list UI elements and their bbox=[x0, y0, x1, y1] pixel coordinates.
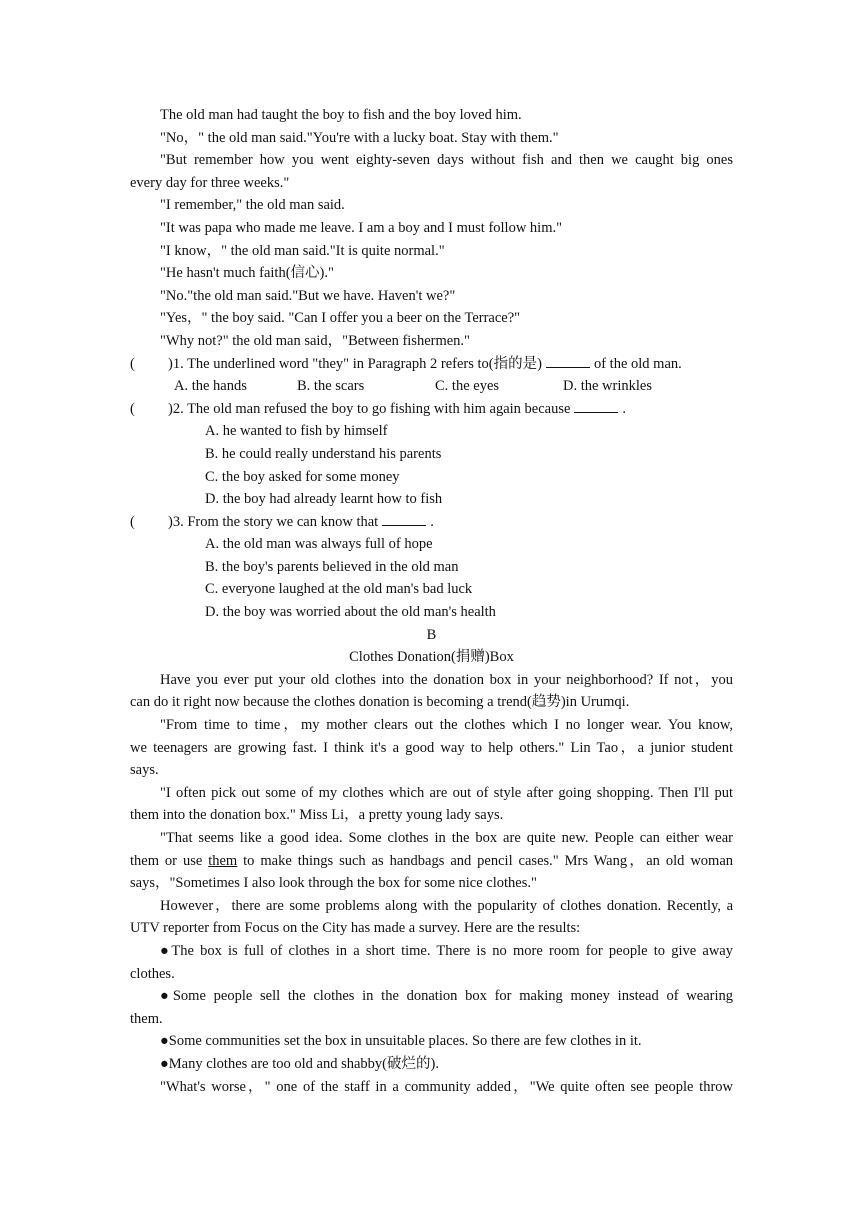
option-a: A. he wanted to fish by himself bbox=[205, 423, 388, 440]
passage-b-line: However，there are some problems along with the popularity of clothes donation. Recently, a bbox=[160, 897, 733, 914]
line-text: them or use bbox=[130, 852, 203, 869]
question-3 bbox=[130, 511, 733, 534]
option-a: A. the hands bbox=[174, 378, 247, 395]
passage-b-line: them into the donation box." Miss Li，a pretty young lady says. bbox=[130, 807, 504, 824]
option-d: D. the boy was worried about the old man's health bbox=[205, 604, 496, 621]
option-c: C. everyone laughed at the old man's bad luck bbox=[205, 581, 473, 598]
question-1-stem: )1. The underlined word "they" in Paragraph 2 refers to(指的是) bbox=[168, 355, 542, 372]
passage-b-line: says，"Sometimes I also look through the box for some nice clothes." bbox=[130, 875, 537, 892]
passage-a-line: "He hasn't much faith(信心)." bbox=[160, 265, 334, 282]
line-text: to make things such as handbags and pencil cases." Mrs Wang，an old woman bbox=[243, 852, 733, 869]
question-1-tail: of the old man. bbox=[593, 355, 682, 372]
passage-a-line: "It was papa who made me leave. I am a boy and I must follow him." bbox=[160, 219, 563, 236]
underlined-word: them bbox=[208, 852, 238, 869]
answer-paren[interactable]: ( bbox=[130, 355, 135, 372]
option-a: A. the old man was always full of hope bbox=[205, 536, 433, 553]
passage-a-line: every day for three weeks." bbox=[130, 174, 290, 191]
passage-b-line: Have you ever put your old clothes into the donation box in your neighborhood? If not，you bbox=[160, 671, 733, 688]
option-d: D. the boy had already learnt how to fish bbox=[205, 491, 443, 508]
option-b: B. he could really understand his parents bbox=[205, 445, 442, 462]
section-heading: B bbox=[426, 626, 437, 643]
passage-b-line: "That seems like a good idea. Some clothes in the box are quite new. People can either wear bbox=[160, 830, 733, 846]
passage-b-line: can do it right now because the clothes donation is becoming a trend(趋势)in Urumqi. bbox=[130, 694, 630, 711]
document-page bbox=[130, 104, 733, 1098]
passage-a-line: "I remember," the old man said. bbox=[160, 197, 345, 214]
option-d: D. the wrinkles bbox=[563, 378, 652, 395]
passage-b-line: we teenagers are growing fast. I think it's a good way to help others." Lin Tao，a junior student bbox=[130, 739, 733, 756]
bullet-line: ●Some people sell the clothes in the donation box for making money instead of wearing bbox=[160, 988, 733, 1005]
question-1 bbox=[130, 353, 733, 376]
passage-a-line: "Why not?" the old man said，"Between fishermen." bbox=[160, 332, 470, 349]
answer-paren[interactable]: ( bbox=[130, 513, 135, 530]
question-3-tail: . bbox=[430, 513, 434, 530]
passage-b-line: "What's worse，" one of the staff in a community added，"We quite often see people throw bbox=[160, 1078, 733, 1095]
answer-blank bbox=[546, 355, 590, 368]
passage-a-line: "No."the old man said."But we have. Haven't we?" bbox=[160, 287, 456, 304]
answer-paren[interactable]: ( bbox=[130, 400, 135, 417]
bullet-line: ●The box is full of clothes in a short time. There is no more room for people to give away bbox=[160, 942, 733, 959]
answer-blank bbox=[574, 400, 618, 413]
passage-b-line: "From time to time，my mother clears out the clothes which I no longer wear. You know, bbox=[160, 717, 733, 734]
answer-blank bbox=[382, 513, 426, 526]
bullet-line: ●Some communities set the box in unsuitable places. So there are few clothes in it. bbox=[160, 1033, 642, 1050]
question-2-tail: . bbox=[622, 400, 627, 417]
option-b: B. the boy's parents believed in the old man bbox=[205, 558, 459, 575]
bullet-line: clothes. bbox=[130, 965, 175, 982]
bullet-line: them. bbox=[130, 1010, 163, 1027]
passage-a-line: "No，" the old man said."You're with a lucky boat. Stay with them." bbox=[160, 129, 559, 146]
question-2-stem: )2. The old man refused the boy to go fishing with him again because bbox=[168, 400, 571, 417]
passage-a-line: "But remember how you went eighty-seven days without fish and then we caught big ones bbox=[160, 152, 733, 169]
passage-a-line: The old man had taught the boy to fish and the boy loved him. bbox=[160, 107, 522, 123]
passage-b-line bbox=[130, 850, 733, 873]
question-1-options bbox=[130, 375, 733, 398]
option-c: C. the eyes bbox=[435, 378, 500, 395]
passage-title: Clothes Donation(捐赠)Box bbox=[349, 649, 514, 666]
question-2 bbox=[130, 398, 733, 421]
passage-a-line: "I know，" the old man said."It is quite normal." bbox=[160, 242, 445, 259]
passage-a-line: "Yes，" the boy said. "Can I offer you a beer on the Terrace?" bbox=[160, 310, 521, 327]
passage-b-line: UTV reporter from Focus on the City has made a survey. Here are the results: bbox=[130, 920, 581, 937]
question-3-stem: )3. From the story we can know that bbox=[168, 513, 379, 530]
passage-b-line: "I often pick out some of my clothes which are out of style after going shopping. Then I'll put bbox=[160, 784, 733, 801]
option-b: B. the scars bbox=[297, 378, 365, 395]
passage-b-line: says. bbox=[130, 762, 159, 779]
bullet-line: ●Many clothes are too old and shabby(破烂的). bbox=[160, 1055, 439, 1072]
option-c: C. the boy asked for some money bbox=[205, 468, 400, 485]
